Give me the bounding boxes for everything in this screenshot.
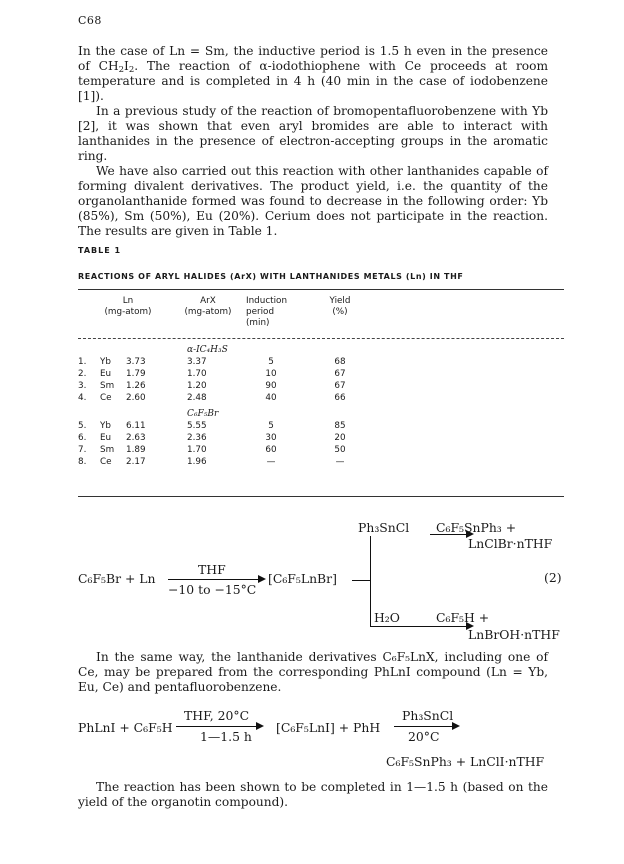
scheme3-arrow-line: [176, 726, 258, 727]
row-index: 1.: [78, 357, 87, 367]
row-index: 3.: [78, 381, 87, 391]
cell-arx-amount: 5.55: [187, 421, 207, 431]
scheme3-reagent-bottom: 20°C: [408, 729, 440, 744]
header-yield-label: Yield: [329, 296, 351, 306]
branch-connector: [352, 580, 370, 581]
cell-arx-amount: 1.70: [187, 369, 207, 379]
cell-induction: 5: [268, 357, 274, 367]
p1-line-a: In the case of Ln = Sm, the inductive period is 1.5 h even in the presence of: [78, 44, 548, 73]
header-induction-2: period: [246, 307, 275, 317]
cell-ln: Eu: [100, 369, 112, 379]
cell-arx-amount: 1.96: [187, 457, 207, 467]
scheme2-reactants: C₆F₅Br + Ln: [78, 571, 156, 586]
header-yield: [322, 296, 358, 318]
upper-reagent: Ph₃SnCl: [358, 520, 410, 535]
header-arx: [178, 296, 238, 318]
scheme2-arrow-line: [168, 579, 260, 580]
header-arx-unit: (mg-atom): [184, 307, 232, 317]
cell-ln-amount: 1.26: [126, 381, 146, 391]
table-row: [78, 381, 564, 393]
cell-ln: Eu: [100, 433, 112, 443]
cell-ln: Sm: [100, 445, 115, 455]
cell-yield: 50: [334, 445, 346, 455]
cell-arx-amount: 2.48: [187, 393, 207, 403]
scheme3-arrow2-head: [452, 722, 460, 730]
paragraph-4: In the same way, the lanthanide derivatives C₆F₅LnX, including one of Ce, may be prepared from the corresponding PhLnI compound (Ln = Yb, Eu, Ce) and pentafluorobenzene.: [78, 650, 548, 694]
table-1: [78, 296, 564, 506]
scheme3-arrow-head: [256, 722, 264, 730]
header-induction-3: (min): [246, 318, 270, 328]
header-induction: [246, 296, 302, 329]
cell-yield: 67: [334, 369, 346, 379]
paragraph-1: In the case of Ln = Sm, the inductive period is 1.5 h even in the presence of $CH_2I_2$. The reaction of α-iodothiophene with Ce proceeds at room temperature and is completed in 4 h (40 min in the case of iodobenzene [1]).: [78, 44, 548, 103]
scheme2-intermediate: [C₆F₅LnBr]: [268, 571, 337, 586]
row-index: 5.: [78, 421, 87, 431]
cell-ln-amount: 6.11: [126, 421, 146, 431]
scheme2-condition-bottom: −10 to −15°C: [168, 582, 257, 597]
cell-ln-amount: 1.79: [126, 369, 146, 379]
paragraph-2: In a previous study of the reaction of bromopentafluorobenzene with Yb [2], it was shown that even aryl bromides are able to interact with lanthanides in the presence of electron-accepting groups in the aromatic ring.: [78, 104, 548, 163]
cell-yield: —: [335, 457, 345, 467]
cell-induction: 30: [265, 433, 277, 443]
cell-yield: 68: [334, 357, 346, 367]
row-index: 8.: [78, 457, 87, 467]
header-ln: [100, 296, 156, 318]
p1-line-b: . The reaction of α-iodothiophene with Ce proceeds at room temperature: [78, 59, 548, 88]
paragraph-5: The reaction has been shown to be completed in 1—1.5 h (based on the yield of the organotin compound).: [78, 780, 548, 809]
cell-induction: 5: [268, 421, 274, 431]
table-top-rule: [78, 289, 564, 290]
branch-vertical-line: [370, 536, 371, 626]
header-induction-1: Induction: [246, 296, 288, 306]
cell-arx-amount: 1.20: [187, 381, 207, 391]
header-ln-label: Ln: [122, 296, 134, 306]
row-index: 7.: [78, 445, 87, 455]
table-label: TABLE 1: [78, 246, 122, 255]
cell-yield: 20: [334, 433, 346, 443]
cell-yield: 66: [334, 393, 346, 403]
cell-induction: 60: [265, 445, 277, 455]
cell-ln-amount: 2.60: [126, 393, 146, 403]
table-row: [78, 445, 564, 457]
lower-product-1: C₆F₅H +: [436, 610, 490, 625]
cell-ln-amount: 2.17: [126, 457, 146, 467]
row-index: 6.: [78, 433, 87, 443]
table-row: [78, 457, 564, 469]
scheme3-reactants: PhLnI + C₆F₅H: [78, 720, 173, 735]
scheme2-arrow-head: [258, 575, 266, 583]
header-yield-unit: (%): [332, 307, 348, 317]
cell-ln-amount: 3.73: [126, 357, 146, 367]
cell-arx-amount: 2.36: [187, 433, 207, 443]
cell-induction: 40: [265, 393, 277, 403]
lower-reagent: H₂O: [374, 610, 400, 625]
cell-ln: Yb: [100, 421, 111, 431]
upper-arrow-line: [430, 534, 468, 535]
header-arx-label: ArX: [200, 296, 216, 306]
cell-ln: Sm: [100, 381, 115, 391]
ch2i2-i: I: [124, 59, 129, 73]
table-row: [78, 357, 564, 369]
group-label-iodothiophene: α-IC₄H₃S: [187, 345, 228, 355]
scheme3-products: C₆F₅SnPh₃ + LnClI·nTHF: [386, 754, 545, 769]
cell-arx-amount: 3.37: [187, 357, 207, 367]
table-row: [78, 369, 564, 381]
paragraph-3: We have also carried out this reaction with other lanthanides capable of forming divalent derivatives. The product yield, i.e. the quantity of the organolanthanide formed was found to decrease in the following order: Yb (85%), Sm (50%), Eu (20%). Cerium does not participate in the reaction. The results are given in Table 1.: [78, 164, 548, 238]
cell-ln-amount: 2.63: [126, 433, 146, 443]
table-title: REACTIONS OF ARYL HALIDES (ArX) WITH LANTHANIDES METALS (Ln) IN THF: [78, 272, 464, 281]
group-label-bromopentafluorobenzene: C₆F₅Br: [187, 409, 219, 419]
cell-ln-amount: 1.89: [126, 445, 146, 455]
cell-induction: 10: [265, 369, 277, 379]
cell-ln: Ce: [100, 457, 112, 467]
cell-induction: 90: [265, 381, 277, 391]
body-text-top: [78, 44, 548, 239]
cell-induction: —: [266, 457, 276, 467]
cell-yield: 85: [334, 421, 346, 431]
body-text-middle: [78, 650, 548, 695]
upper-product-1: C₆F₅SnPh₃ +: [436, 520, 517, 535]
cell-arx-amount: 1.70: [187, 445, 207, 455]
table-row: [78, 433, 564, 445]
table-row: [78, 421, 564, 433]
scheme3-reagent-top: Ph₃SnCl: [402, 708, 454, 723]
upper-product-2: LnClBr·nTHF: [468, 536, 553, 551]
cell-ln: Ce: [100, 393, 112, 403]
body-text-bottom: [78, 780, 548, 810]
cell-ln: Yb: [100, 357, 111, 367]
row-index: 2.: [78, 369, 87, 379]
scheme3-intermediate: [C₆F₅LnI] + PhH: [276, 720, 381, 735]
p1-line-c: and is completed in 4 h (40 min in the case of iodobenzene [1]).: [78, 74, 548, 103]
lower-product-2: LnBrOH·nTHF: [468, 627, 560, 642]
ch2i2-ch: CH: [98, 59, 119, 73]
lower-arrow-line: [370, 626, 468, 627]
scheme3-arrow2-line: [394, 726, 454, 727]
scheme2-condition-top: THF: [198, 562, 226, 577]
cell-yield: 67: [334, 381, 346, 391]
scheme3-condition-top: THF, 20°C: [184, 708, 250, 723]
table-row: [78, 393, 564, 405]
page-number: C68: [78, 14, 102, 27]
table-header-rule: [78, 338, 564, 339]
header-ln-unit: (mg-atom): [104, 307, 152, 317]
row-index: 4.: [78, 393, 87, 403]
table-bottom-rule: [78, 496, 564, 497]
equation-number: (2): [544, 570, 562, 585]
scheme3-condition-bottom: 1—1.5 h: [200, 729, 252, 744]
